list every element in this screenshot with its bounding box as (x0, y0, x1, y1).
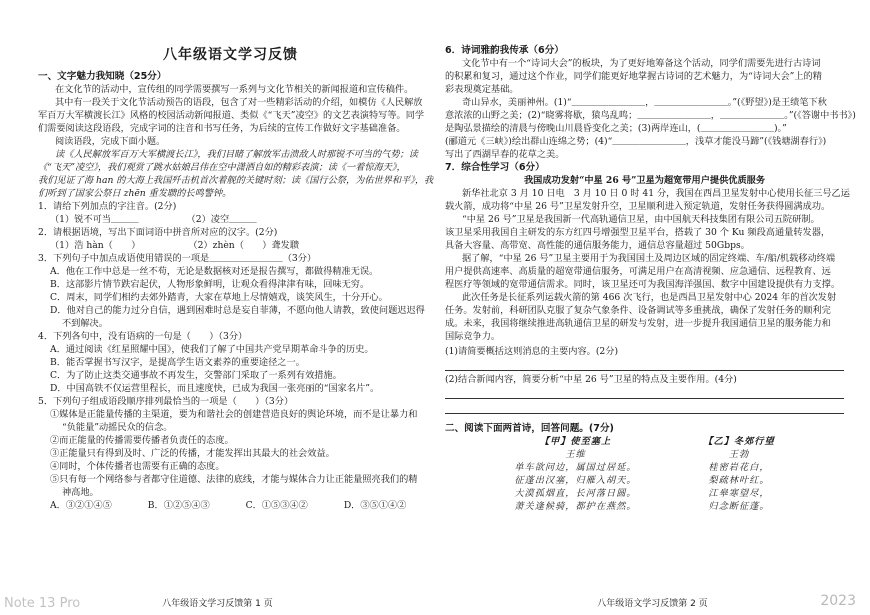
question-2-options (38, 239, 423, 252)
news-line: 具备大容量、高带宽、高性能的通信服务能力，通信总容量超过 50Gbps。 (445, 240, 750, 251)
intro-line: 们需要阅读这段语段，完成字词的注音和书写任务，为后续的宣传工作做好文字基础准备。 (38, 123, 406, 134)
poem-b-title: 【乙】冬郊行望 (703, 436, 775, 447)
answer-line[interactable] (445, 358, 844, 371)
news-line: 成。未来，我国将继续推进高轨通信卫星的研发与发射，进一步提升我国通信卫星的服务能力和 (445, 318, 831, 329)
section-1-heading: 一、文字魅力我知晓（25分） (38, 71, 167, 82)
q4-choice[interactable]: C．为了防止这类交通事故不再发生，交警部门采取了一系列有效措施。 (50, 370, 342, 381)
q5-sentence: ②而正能量的传播需要传播者负责任的态度。 (50, 435, 234, 446)
q5-sentence: ③正能量只有得到及时、广泛的传播，才能发挥出其最大的社会效益。 (50, 448, 335, 459)
answer-line[interactable] (445, 401, 844, 414)
q3-choice[interactable]: C．周末，同学们相约去郊外踏青，大家在草地上尽情嬉戏，谈笑风生，十分开心。 (50, 292, 388, 303)
news-line: 程医疗等领域的宽带通信需求。同时，该卫星还可为我国海洋强国、数字中国建设提供有力支撑。 (445, 279, 841, 290)
passage-line: 们听到了国家公祭日 zhēn 重发聩的长鸣警钟。 (38, 188, 232, 199)
poem-line: 征蓬出汉塞，归雁入胡天。 (514, 475, 637, 486)
question-7: 7．综合性学习（6分） (445, 162, 545, 173)
poem-line: 单车欲问边，属国过居延。 (514, 462, 637, 473)
intro-line: 军百万大军横渡长江》风格的校园活动新闻报道、类似《“飞天”凌空》的文艺表演特写等。同学 (38, 110, 425, 121)
question-5: 5．下列句子组成语段顺序排列最恰当的一项是（ ）（3分） (38, 396, 294, 407)
poem-a-title: 【甲】使至塞上 (539, 436, 612, 447)
q5-option[interactable]: B．①②⑤④③ (147, 500, 210, 511)
page-footer: 八年级语文学习反馈第 1 页 (162, 599, 273, 609)
news-line: 国际竞争力。 (445, 331, 501, 342)
news-line: 此次任务是长征系列运载火箭的第 466 次飞行，也是西昌卫星发射中心 2024 年的首次发射 (462, 292, 837, 303)
news-line: 任务。发射前，科研团队克服了复杂气象条件、设备调试等多重挑战，确保了发射任务的顺利完 (445, 305, 831, 316)
q4-choice[interactable]: A．通过阅读《红星照耀中国》，使我们了解了中国共产党早期革命斗争的历史。 (50, 344, 374, 355)
poem-line: 归念断征蓬。 (708, 501, 770, 512)
q2-option[interactable]: （1）浩 hàn（ ） (50, 240, 141, 251)
q6-text-line: 文化节中有一个“诗词大会”的板块，为了更好地筹备这个活动，同学们需要先进行古诗词 (462, 58, 821, 69)
camera-watermark: 2023 (820, 593, 856, 609)
intro-line: 在文化节的活动中，宣传组的同学需要撰写一系列与文化节相关的新闻报道和宣传稿件。 (55, 84, 414, 95)
news-line: 用户提供高速率、高质量的超宽带通信服务，可满足用户在高清视频、应急通信、远程教育、远 (445, 266, 831, 277)
passage-line: 我们见证了海 han 的大海上我国歼击机首次着舰的关键时刻；读《国行公祭，为佑世界和平》，我 (38, 175, 434, 186)
q5-option[interactable]: D．③⑤①④② (343, 500, 407, 511)
poem-a-author: 王维 (565, 449, 586, 460)
q5-sentence: ①媒体是正能量传播的主渠道，要为和谐社会的创建营造良好的舆论环境，而不是让暴力和 (50, 409, 418, 420)
question-2: 2．请根据语境，写出下面词语中拼音所对应的汉字。(2分) (38, 227, 278, 238)
q6-text-line: 的积累和复习，通过这个作业，同学们能更好地掌握古诗词的艺术魅力，为“诗词大会”上的精 (445, 71, 822, 82)
q1-option[interactable]: （1）锐不可当＿＿＿ (50, 214, 139, 225)
q2-option[interactable]: （2）zhèn（ ）聋发聩 (188, 240, 300, 251)
camera-watermark: Note 13 Pro (4, 596, 81, 611)
poem-line: 江皋寒望尽， (708, 488, 770, 499)
poem-line: 萧关逢候骑，都护在燕然。 (514, 501, 637, 512)
q6-fill-line: 写出了西湖早春的花草之美。 (445, 149, 565, 160)
page-title: 八年级语文学习反馈 (163, 47, 298, 63)
poem-line: 桂密岩花白， (708, 462, 770, 473)
q5-sentence: ④同时，个体传播者也需要有正确的态度。 (50, 461, 225, 472)
q3-choice[interactable]: B．这部影片情节跌宕起伏，人物形象鲜明，让观众看得津津有味，回味无穷。 (50, 279, 370, 290)
q4-choice[interactable]: D．中国高铁不仅运营里程长，而且速度快，已成为我国一张亮丽的“国家名片”。 (50, 383, 380, 394)
q1-option[interactable]: （2）凌空＿＿＿ (186, 214, 257, 225)
intro-line: 其中有一段关于文化节活动预告的语段，包含了对一些精彩活动的介绍，如模仿《人民解放 (55, 97, 423, 108)
q6-text-line: 彩表现奠定基础。 (445, 84, 519, 95)
q4-choice[interactable]: B．能否掌握书写汉字，是提高学生语文素养的重要途径之一。 (50, 357, 305, 368)
q5-option[interactable]: C．①⑤③④② (245, 500, 308, 511)
q3-choice[interactable]: D．他对自己的能力过分自信，遇到困难时总是妄自菲薄，不愿向他人请教，致使问题迟迟得 (50, 305, 425, 316)
q5-option[interactable]: A．③②①④⑤ (50, 500, 112, 511)
q5-sentence: ⑤只有每一个网络参与者都守住道德、法律的底线，才能与媒体合力让正能量照亮我们的精 (50, 474, 418, 485)
poems (445, 435, 844, 513)
q6-fill-line[interactable]: 是陶弘景描绘的清晨与傍晚山川晨昏变化之美；(3)两岸连山，(＿＿＿＿＿＿＿＿)。” (445, 123, 787, 134)
poem-line: 大漠孤烟直，长河落日圆。 (514, 488, 637, 499)
right-column (435, 0, 870, 615)
question-4: 4．下列各句中，没有语病的一句是（ ）（3分） (38, 331, 248, 342)
q5-sentence: 神高地。 (62, 487, 99, 498)
q7-sub-1: (1)请简要概括这则消息的主要内容。(2分) (445, 346, 619, 357)
q7-sub-2: (2)结合新闻内容，简要分析“中星 26 号”卫星的特点及主要作用。(4分) (445, 374, 737, 385)
q6-fill-line[interactable]: 意浓浓的山野之美；(2)“晓雾将歇，猿鸟乱鸣；＿＿＿＿＿＿＿＿，＿＿＿＿＿＿＿。”(《答谢中书书》) (445, 110, 856, 121)
news-line: 该卫星采用我国自主研发的东方红四号增强型卫星平台，搭载了 30 个 Ku 频段高通量转发器， (445, 227, 831, 238)
page-footer: 八年级语文学习反馈第 2 页 (597, 599, 708, 609)
q3-choice[interactable]: A．他在工作中总是一丝不苟，无论是数据核对还是报告撰写，都做得精准无误。 (50, 266, 379, 277)
poem-a (514, 435, 636, 513)
poem-b-author: 王勃 (728, 449, 750, 460)
passage-line: 《“飞天”凌空》，我们观赏了跳水姑娘吕伟在空中潇洒自如的精彩表演；读《一着惊海天》， (38, 162, 406, 173)
news-title: 我国成功发射“中星 26 号”卫星为超宽带用户提供优质服务 (523, 175, 766, 186)
question-1: 1．请给下列加点的字注音。(2分) (38, 201, 177, 212)
q6-fill-line[interactable]: 奇山异水，美丽神州。(1)“＿＿＿＿＿＿＿＿，＿＿＿＿＿＿＿＿。”(《野望》)是王绩笔下秋 (462, 97, 827, 108)
news-line: 载火箭，成功将“中星 26 号”卫星发射升空，卫星顺利进入预定轨道，发射任务获得圆满成功。 (445, 201, 831, 212)
question-5-options (38, 499, 423, 512)
passage-line: 读《人民解放军百万大军横渡长江》，我们目睹了解放军击溃敌人时那锐不可当的气势；读 (55, 149, 418, 160)
section-2-heading: 二、阅读下面两首诗，回答问题。(7分) (445, 423, 614, 434)
q5-sentence: “负能量”动摇民众的信念。 (62, 422, 173, 433)
poem-b (703, 435, 774, 513)
answer-line[interactable] (445, 386, 844, 399)
q6-fill-line[interactable]: (郦道元《三峡》)绘出群山连绵之势；(4)“＿＿＿＿＿＿＿＿，浅草才能没马蹄”(《钱塘湖春行》) (445, 136, 827, 147)
question-1-options (38, 213, 423, 226)
news-line: 新华社北京 3 月 10 日电 3 月 10 日 0 时 41 分，我国在西昌卫星发射中心使用长征三号乙运 (462, 188, 850, 199)
q3-choice-cont: 不到解决。 (62, 318, 108, 329)
question-6: 6．诗词雅韵我传承（6分） (445, 45, 564, 56)
question-3: 3．下列句子中加点成语使用错误的一项是＿＿＿＿＿＿＿＿（3分） (38, 253, 317, 264)
news-line: “中星 26 号”卫星是我国新一代高轨通信卫星，由中国航天科技集团有限公司五院研制。 (462, 214, 820, 225)
news-line: 据了解，“中星 26 号”卫星主要用于为我国国土及周边区域的固定终端、车/船/机载移动终端 (462, 253, 836, 264)
page-right (435, 0, 870, 615)
poem-line: 梨疏林叶红。 (708, 475, 770, 486)
intro-line: 阅读语段，完成下面小题。 (55, 136, 166, 147)
